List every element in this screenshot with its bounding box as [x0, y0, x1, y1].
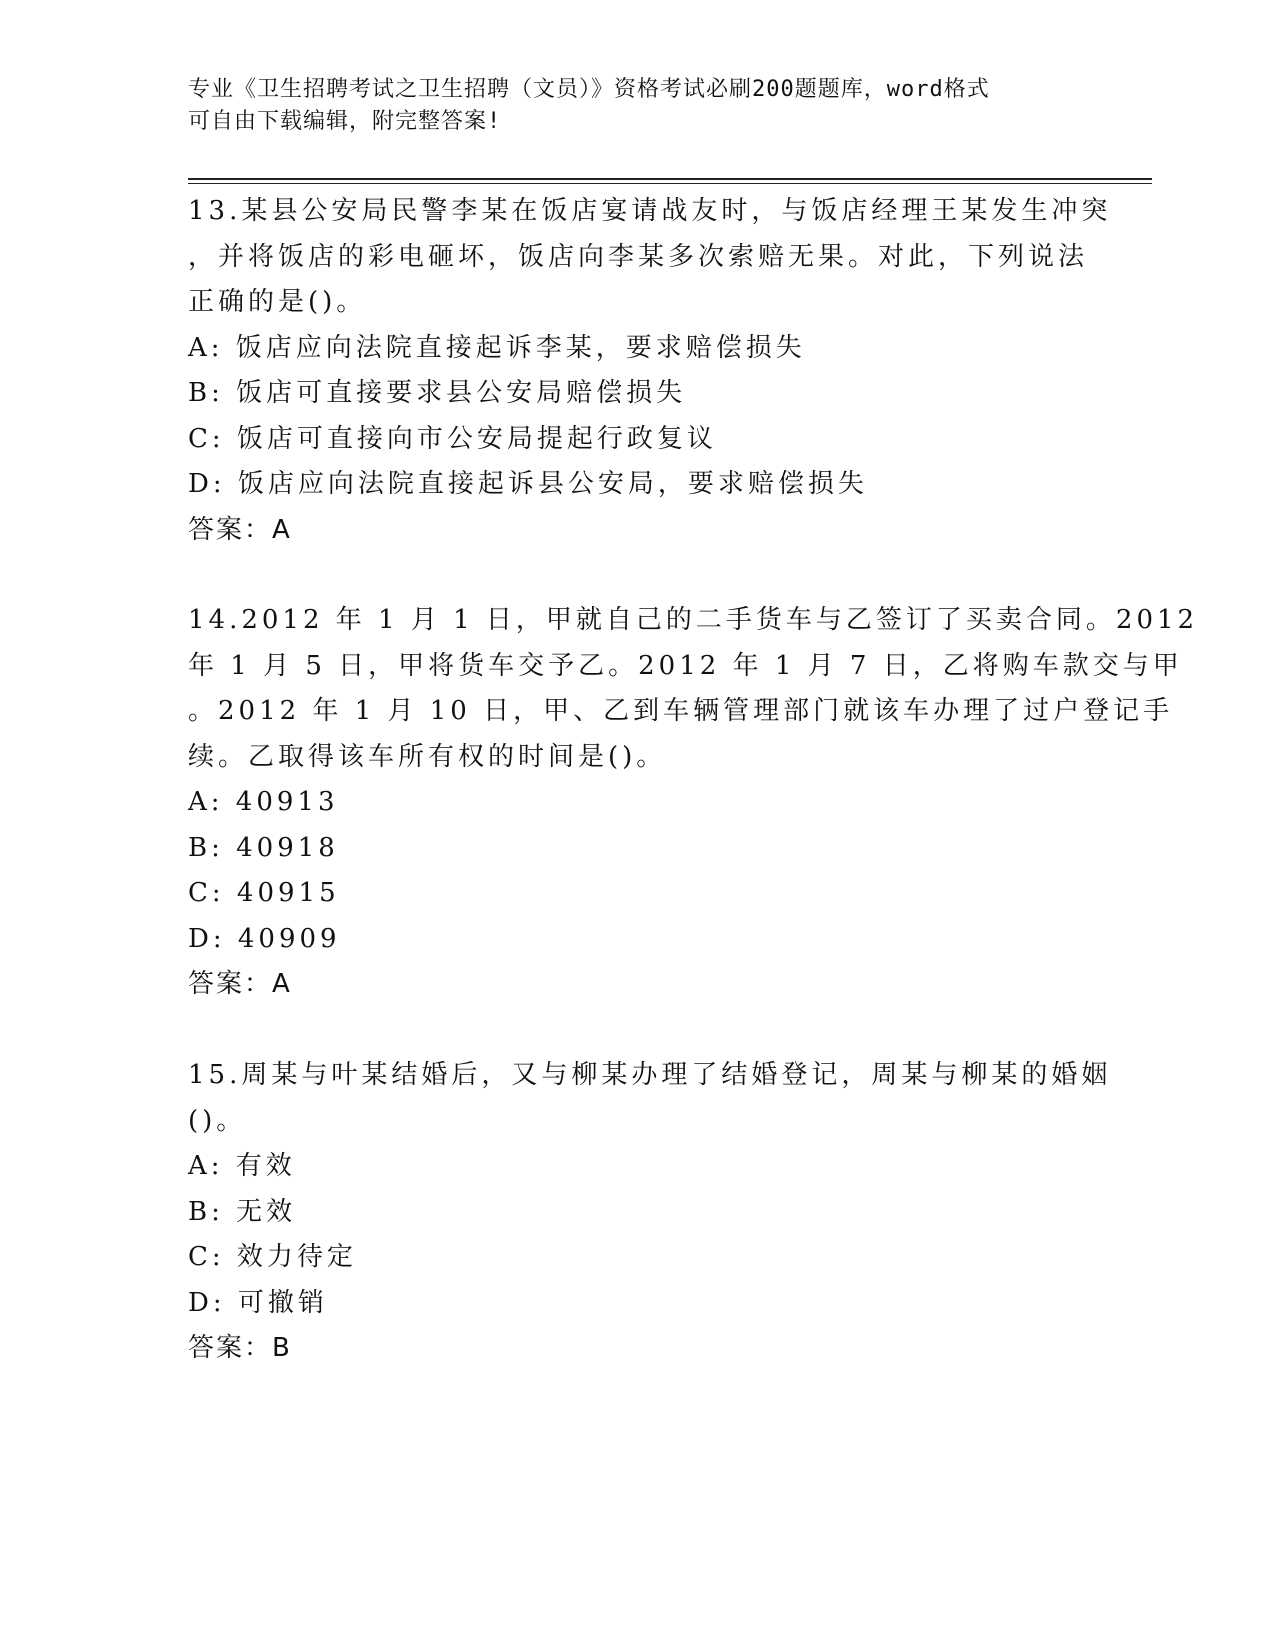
option-b: B: 40918	[188, 832, 339, 863]
option-b: B: 无效	[188, 1196, 297, 1227]
option-c: C: 饭店可直接向市公安局提起行政复议	[188, 423, 717, 454]
question-stem	[188, 598, 1199, 780]
option-b: B: 饭店可直接要求县公安局赔偿损失	[188, 378, 687, 408]
question-stem-line: 。2012 年 1 月 10 日，甲、乙到车辆管理部门就该车办理了过户登记手	[188, 696, 1174, 726]
header-divider-thin	[188, 183, 1152, 184]
question-stem-line: 年 1 月 5 日，甲将货车交予乙。2012 年 1 月 7 日，乙将购车款交与甲	[188, 650, 1183, 681]
header-divider-thick	[188, 178, 1152, 180]
answer-line: 答案：A	[188, 514, 292, 545]
option-a: A: 40913	[188, 787, 339, 817]
answer-line: 答案：A	[188, 969, 292, 999]
answer-line: 答案：B	[188, 1333, 292, 1363]
question-14	[188, 598, 1199, 1008]
document-header	[188, 74, 1088, 138]
header-line-2: 可自由下载编辑，附完整答案!	[188, 109, 502, 134]
header-line-1: 专业《卫生招聘考试之卫生招聘（文员）》资格考试必刷200题题库，word格式	[188, 77, 990, 102]
question-stem-line: 13.某县公安局民警李某在饭店宴请战友时，与饭店经理王某发生冲突	[188, 196, 1112, 226]
question-stem-line: 15.周某与叶某结婚后，又与柳某办理了结婚登记，周某与柳某的婚姻	[188, 1060, 1112, 1090]
option-d: D: 可撤销	[188, 1287, 328, 1318]
question-stem-line: 正确的是()。	[188, 287, 367, 317]
question-stem-line: ，并将饭店的彩电砸坏，饭店向李某多次索赔无果。对此，下列说法	[188, 241, 1089, 272]
question-stem	[188, 189, 1112, 326]
question-stem-line: ()。	[188, 1105, 247, 1136]
option-d: D: 40909	[188, 923, 341, 954]
option-c: C: 效力待定	[188, 1242, 357, 1272]
question-stem	[188, 1053, 1112, 1144]
option-d: D: 饭店应向法院直接起诉县公安局，要求赔偿损失	[188, 469, 868, 499]
question-stem-line: 续。乙取得该车所有权的时间是()。	[188, 741, 667, 772]
option-a: A: 饭店应向法院直接起诉李某，要求赔偿损失	[188, 332, 806, 363]
option-c: C: 40915	[188, 878, 340, 908]
option-a: A: 有效	[188, 1151, 296, 1181]
question-13	[188, 189, 1112, 553]
question-stem-line: 14.2012 年 1 月 1 日，甲就自己的二手货车与乙签订了买卖合同。2012	[188, 605, 1199, 635]
question-15	[188, 1053, 1112, 1372]
